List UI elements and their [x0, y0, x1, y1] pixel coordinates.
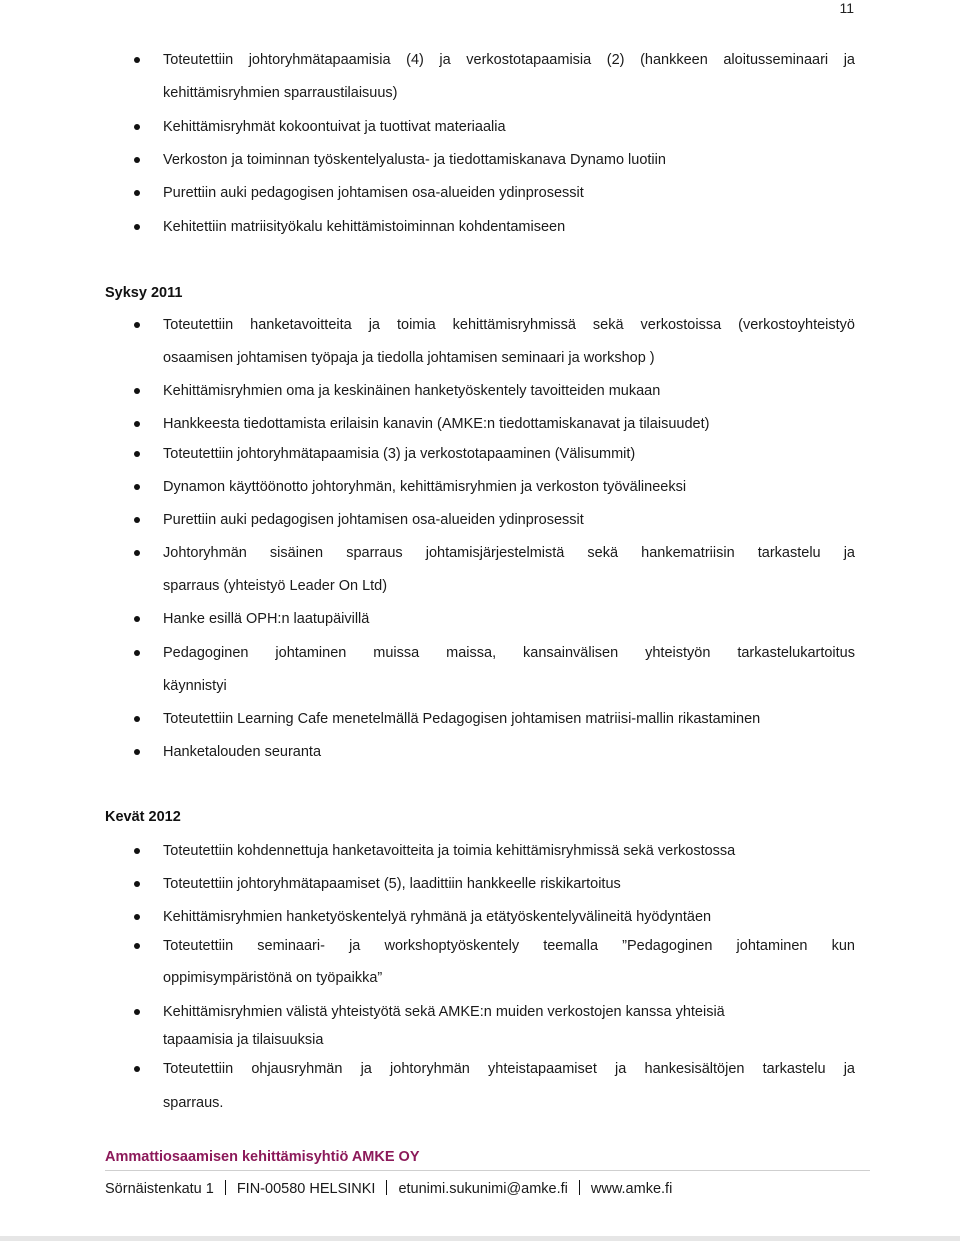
bullet-icon: [134, 421, 140, 427]
list-item: [0, 50, 960, 101]
list-item-text-continued: osaamisen johtamisen työpaja ja tiedolla johtamisen seminaari ja workshop ): [163, 350, 655, 366]
list-item-text: Toteutettiin johtoryhmätapaamisia (3) ja verkostotapaaminen (Välisummit): [163, 446, 636, 462]
list-item-text-continued: käynnistyi: [163, 678, 227, 694]
bullet-icon: [134, 451, 140, 457]
list-item: [0, 609, 960, 629]
list-item-text: Hanke esillä OPH:n laatupäivillä: [163, 611, 370, 627]
list-item-text-continued: sparraus (yhteistyö Leader On Ltd): [163, 578, 388, 594]
list-item-text: Dynamon käyttöönotto johtoryhmän, kehittämisryhmien ja verkoston työvälineeksi: [163, 479, 687, 495]
list-item: [0, 117, 960, 137]
footer-separator: [225, 1180, 226, 1195]
list-item-text: Toteutettiin johtoryhmätapaamisia (4) ja verkostotapaamisia (2) (hankkeen aloitusseminaari ja: [163, 52, 855, 68]
list-item: [0, 315, 960, 366]
bullet-icon: [134, 616, 140, 622]
list-item: [0, 1059, 960, 1111]
list-item: [0, 643, 960, 694]
list-item-text: Toteutettiin kohdennettuja hanketavoitteita ja toimia kehittämisryhmissä sekä verkostossa: [163, 843, 736, 859]
bullet-icon: [134, 1066, 140, 1072]
footer-postal: FIN-00580 HELSINKI: [236, 1181, 376, 1197]
footer-contact: [105, 1179, 672, 1199]
footer-email-link[interactable]: etunimi.sukunimi@amke.fi: [398, 1181, 568, 1197]
list-item-text: Purettiin auki pedagogisen johtamisen osa-alueiden ydinprosessit: [163, 512, 584, 528]
list-item: [0, 742, 960, 762]
bullet-icon: [134, 914, 140, 920]
bullet-icon: [134, 881, 140, 887]
list-item-text: Verkoston ja toiminnan työskentelyalusta- ja tiedottamiskanava Dynamo luotiin: [163, 152, 666, 168]
bullet-icon: [134, 550, 140, 556]
list-item-text: Hankkeesta tiedottamista erilaisin kanavin (AMKE:n tiedottamiskanavat ja tilaisuudet): [163, 416, 710, 432]
bullet-icon: [134, 517, 140, 523]
bullet-icon: [134, 716, 140, 722]
list-item-text: Kehittämisryhmien välistä yhteistyötä sekä AMKE:n muiden verkostojen kanssa yhteisiä: [163, 1004, 725, 1020]
footer-separator: [579, 1180, 580, 1195]
bullet-icon: [134, 388, 140, 394]
list-item-text-continued: kehittämisryhmien sparraustilaisuus): [163, 85, 398, 101]
footer-website-link[interactable]: www.amke.fi: [590, 1181, 673, 1197]
bullet-icon: [134, 124, 140, 130]
section-heading-kevat-2012: Kevät 2012: [105, 809, 181, 825]
footer-divider: [105, 1170, 870, 1171]
list-item-text-continued: oppimisympäristönä on työpaikka”: [163, 970, 383, 986]
list-item: [0, 477, 960, 497]
bullet-icon: [134, 848, 140, 854]
list-item-text: Toteutettiin johtoryhmätapaamiset (5), laadittiin hankkeelle riskikartoitus: [163, 876, 621, 892]
list-item-text: Toteutettiin hanketavoitteita ja toimia kehittämisryhmissä sekä verkostoissa (verkostoyhteistyö: [163, 317, 855, 333]
list-item-text: Kehitettiin matriisityökalu kehittämistoiminnan kohdentamiseen: [163, 219, 566, 235]
list-item-text: Kehittämisryhmien hanketyöskentelyä ryhmänä ja etätyöskentelyvälineitä hyödyntäen: [163, 909, 712, 925]
list-item: [0, 381, 960, 401]
list-item-text: Hanketalouden seuranta: [163, 744, 322, 760]
footer-organization: Ammattiosaamisen kehittämisyhtiö AMKE OY: [105, 1149, 420, 1165]
bullet-icon: [134, 484, 140, 490]
list-item-text: Kehittämisryhmien oma ja keskinäinen hanketyöskentely tavoitteiden mukaan: [163, 383, 661, 399]
list-item: [0, 874, 960, 894]
section-heading-syksy-2011: Syksy 2011: [105, 285, 183, 301]
list-item-text: Toteutettiin seminaari- ja workshoptyöskentely teemalla ”Pedagoginen johtaminen kun: [163, 938, 855, 954]
list-item: [0, 217, 960, 237]
bullet-icon: [134, 322, 140, 328]
list-item-text: Toteutettiin ohjausryhmän ja johtoryhmän yhteistapaamiset ja hankesisältöjen tarkastelu ja: [163, 1061, 855, 1077]
list-item: [0, 183, 960, 203]
bullet-icon: [134, 650, 140, 656]
bullet-icon: [134, 190, 140, 196]
bullet-icon: [134, 749, 140, 755]
list-item-text: Toteutettiin Learning Cafe menetelmällä Pedagogisen johtamisen matriisi-mallin rikastaminen: [163, 711, 761, 727]
list-item-text-continued: tapaamisia ja tilaisuuksia: [163, 1032, 324, 1048]
list-item: [0, 709, 960, 729]
list-item: [0, 510, 960, 530]
bullet-icon: [134, 943, 140, 949]
list-item-text: Johtoryhmän sisäinen sparraus johtamisjärjestelmistä sekä hankematriisin tarkastelu ja: [163, 545, 855, 561]
bullet-icon: [134, 157, 140, 163]
footer-separator: [386, 1180, 387, 1195]
bullet-icon: [134, 224, 140, 230]
list-item: [0, 936, 960, 986]
bullet-icon: [134, 57, 140, 63]
list-item: [0, 841, 960, 861]
list-item: [0, 150, 960, 170]
list-item: [0, 444, 960, 464]
page-number: 11: [839, 0, 854, 16]
list-item-text: Kehittämisryhmät kokoontuivat ja tuottivat materiaalia: [163, 119, 506, 135]
footer-address: Sörnäistenkatu 1: [105, 1181, 214, 1197]
list-item-text-continued: sparraus.: [163, 1095, 224, 1111]
page-bottom-edge: [0, 1236, 960, 1241]
list-item-text: Pedagoginen johtaminen muissa maissa, kansainvälisen yhteistyön tarkastelukartoitus: [163, 645, 855, 661]
list-item: [0, 543, 960, 594]
list-item: [0, 907, 960, 927]
list-item: [0, 414, 960, 434]
list-item-text: Purettiin auki pedagogisen johtamisen osa-alueiden ydinprosessit: [163, 185, 584, 201]
list-item: [0, 1002, 960, 1048]
bullet-icon: [134, 1009, 140, 1015]
